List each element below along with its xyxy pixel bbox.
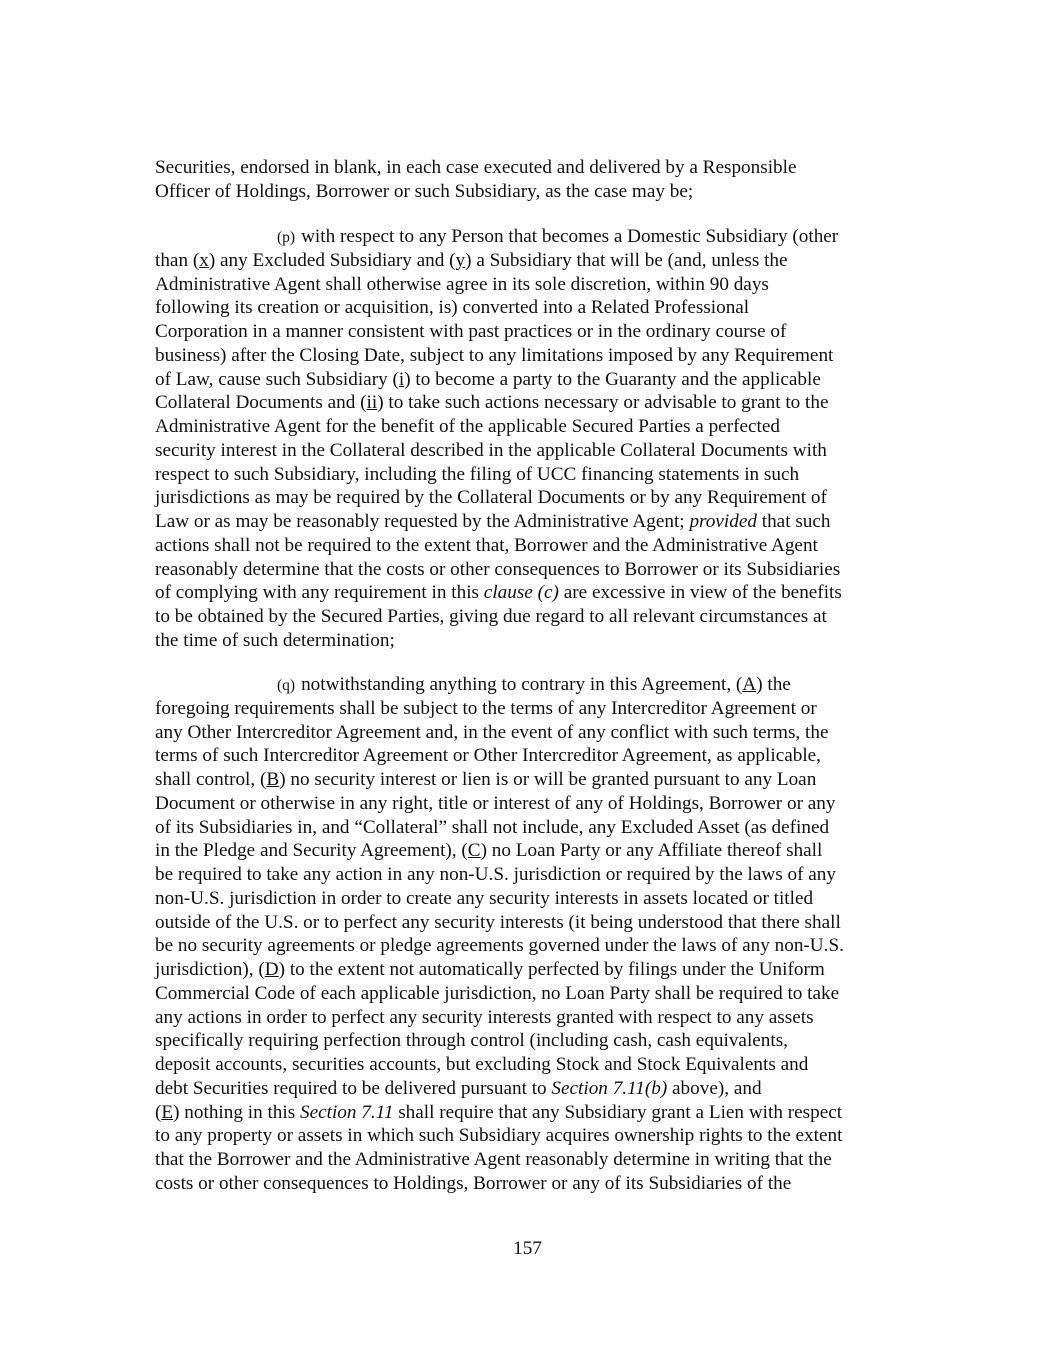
- text-line: [155, 887, 844, 911]
- text-segment: are excessive in view of the benefits: [558, 582, 842, 604]
- text-segment: ) the: [756, 674, 791, 695]
- text-line: [155, 558, 842, 582]
- underlined-reference: y: [455, 249, 466, 271]
- text-line: [155, 697, 844, 721]
- text-line: [155, 510, 842, 534]
- text-line: [155, 439, 842, 463]
- text-line: [155, 911, 844, 935]
- text-segment: Commercial Code of each applicable jurisdiction, no Loan Party shall be required to take: [155, 982, 840, 1004]
- text-segment: any Other Intercreditor Agreement and, in the event of any conflict with such terms, the: [155, 721, 829, 743]
- text-segment: actions shall not be required to the extent that, Borrower and the Administrative Agent: [155, 534, 818, 556]
- underlined-reference: E: [161, 1101, 174, 1123]
- underlined-reference: x: [199, 249, 209, 271]
- clause-label: (p): [277, 229, 296, 246]
- text-line: [155, 839, 844, 863]
- text-segment: to any property or assets in which such Subsidiary acquires ownership rights to the extent: [155, 1125, 843, 1147]
- text-segment: outside of the U.S. or to perfect any security interests (it being understood that there shall: [155, 911, 841, 933]
- text-line: [155, 673, 844, 697]
- text-segment: Administrative Agent shall otherwise agree in its sole discretion, within 90 days: [155, 273, 769, 295]
- text-segment: respect to such Subsidiary, including the filing of UCC financing statements in such: [155, 463, 800, 485]
- text-segment: following its creation or acquisition, is) converted into a Related Professional: [155, 297, 750, 319]
- text-segment: above), and: [667, 1077, 762, 1099]
- text-line: [155, 1053, 844, 1077]
- text-line: [155, 1029, 844, 1053]
- text-line: [155, 768, 844, 792]
- text-segment: jurisdictions as may be required by the Collateral Documents or by any Requirement of: [155, 487, 827, 509]
- text-line: [155, 249, 842, 273]
- text-line: [155, 391, 842, 415]
- underlined-reference: B: [266, 769, 280, 790]
- italic-text: Section 7.11: [299, 1101, 394, 1123]
- text-segment: foregoing requirements shall be subject to the terms of any Intercreditor Agreement or: [155, 697, 817, 719]
- text-line: [155, 792, 844, 816]
- text-segment: Officer of Holdings, Borrower or such Subsidiary, as the case may be;: [155, 180, 694, 202]
- text-segment: ) no Loan Party or any Affiliate thereof shall: [480, 840, 823, 862]
- paragraph-p: [155, 225, 842, 653]
- text-segment: terms of such Intercreditor Agreement or Other Intercreditor Agreement, as applicable,: [155, 745, 821, 767]
- text-segment: ) any Excluded Subsidiary and (: [208, 249, 456, 271]
- underlined-reference: i: [398, 368, 405, 390]
- text-segment: security interest in the Collateral described in the applicable Collateral Documents with: [155, 439, 827, 461]
- text-segment: Corporation in a manner consistent with past practices or in the ordinary course of: [155, 321, 787, 342]
- text-line: [155, 1172, 844, 1196]
- text-line: [155, 721, 844, 745]
- text-segment: Document or otherwise in any right, title or interest of any of Holdings, Borrower or any: [155, 792, 836, 814]
- text-segment: ) nothing in this: [173, 1101, 300, 1123]
- text-line: [155, 958, 844, 982]
- text-line: [155, 1148, 844, 1172]
- text-segment: specifically requiring perfection through control (including cash, cash equivalents,: [155, 1030, 788, 1052]
- text-segment: jurisdiction), (: [155, 959, 265, 980]
- underlined-reference: A: [742, 674, 757, 695]
- text-line: [155, 1101, 844, 1125]
- italic-text: provided: [689, 511, 757, 532]
- text-segment: non-U.S. jurisdiction in order to create any security interests in assets located or titled: [155, 887, 814, 909]
- text-segment: to be obtained by the Secured Parties, giving due regard to all relevant circumstances at: [155, 606, 827, 627]
- text-line: [155, 463, 842, 487]
- text-line: [155, 629, 842, 653]
- text-segment: costs or other consequences to Holdings, Borrower or any of its Subsidiaries of the: [155, 1172, 792, 1194]
- text-segment: reasonably determine that the costs or other consequences to Borrower or its Subsidiaries: [155, 558, 841, 580]
- text-line: [155, 273, 842, 297]
- text-segment: ) to become a party to the Guaranty and the applicable: [404, 368, 821, 390]
- text-line: [155, 156, 797, 180]
- underlined-reference: ii: [366, 392, 378, 414]
- text-segment: deposit accounts, securities accounts, but excluding Stock and Stock Equivalents and: [155, 1054, 809, 1075]
- text-segment: in the Pledge and Security Agreement), (: [155, 840, 468, 862]
- text-segment: Collateral Documents and (: [155, 392, 367, 414]
- text-segment: the time of such determination;: [155, 629, 395, 651]
- text-segment: ) to take such actions necessary or advisable to grant to the: [377, 392, 829, 414]
- text-line: [155, 344, 842, 368]
- paragraph-q: [155, 673, 844, 1196]
- text-segment: be no security agreements or pledge agreements governed under the laws of any non-U.S.: [155, 935, 844, 957]
- text-segment: of its Subsidiaries in, and “Collateral” shall not include, any Excluded Asset (as defined: [155, 816, 830, 838]
- text-line: [155, 534, 842, 558]
- text-line: [155, 180, 797, 204]
- text-line: [155, 1124, 844, 1148]
- text-line: [155, 1077, 844, 1101]
- text-segment: ) a Subsidiary that will be (and, unless the: [465, 249, 788, 271]
- text-line: [155, 320, 842, 344]
- text-line: [155, 934, 844, 958]
- text-segment: shall control, (: [155, 769, 267, 790]
- text-line: [155, 415, 842, 439]
- page-number: 157: [513, 1238, 542, 1259]
- text-segment: Securities, endorsed in blank, in each case executed and delivered by a Responsible: [155, 157, 797, 178]
- text-line: [155, 1006, 844, 1030]
- text-line: [155, 816, 844, 840]
- text-segment: of Law, cause such Subsidiary (: [155, 368, 399, 390]
- text-segment: that the Borrower and the Administrative Agent reasonably determine in writing that the: [155, 1149, 832, 1170]
- clause-label: (q): [277, 677, 296, 694]
- underlined-reference: D: [264, 959, 279, 980]
- text-line: [155, 982, 844, 1006]
- text-segment: than (: [155, 249, 200, 271]
- text-segment: (: [155, 1101, 162, 1123]
- text-line: [155, 225, 842, 249]
- text-line: [155, 368, 842, 392]
- text-line: [155, 581, 842, 605]
- italic-text: clause (c): [483, 582, 559, 604]
- text-segment: any actions in order to perfect any security interests granted with respect to any assets: [155, 1006, 814, 1028]
- text-segment: with respect to any Person that becomes a Domestic Subsidiary (other: [301, 226, 839, 247]
- text-segment: Law or as may be reasonably requested by the Administrative Agent;: [155, 511, 690, 532]
- italic-text: Section 7.11(b): [551, 1077, 668, 1099]
- text-segment: ) to the extent not automatically perfected by filings under the Uniform: [278, 959, 825, 980]
- underlined-reference: C: [467, 840, 481, 862]
- text-segment: notwithstanding anything to contrary in this Agreement, (: [301, 674, 743, 695]
- text-line: [155, 863, 844, 887]
- text-segment: shall require that any Subsidiary grant a Lien with respect: [393, 1101, 843, 1123]
- text-segment: Administrative Agent for the benefit of the applicable Secured Parties a perfected: [155, 416, 780, 437]
- text-segment: that such: [756, 511, 831, 532]
- text-segment: business) after the Closing Date, subject to any limitations imposed by any Requirement: [155, 344, 834, 366]
- text-line: [155, 296, 842, 320]
- text-line: [155, 486, 842, 510]
- text-segment: ) no security interest or lien is or will be granted pursuant to any Loan: [279, 769, 817, 790]
- text-segment: of complying with any requirement in this: [155, 582, 484, 604]
- text-segment: be required to take any action in any non-U.S. jurisdiction or required by the laws of any: [155, 864, 836, 885]
- paragraph-continuation: [155, 156, 797, 204]
- text-segment: debt Securities required to be delivered pursuant to: [155, 1077, 552, 1099]
- text-line: [155, 605, 842, 629]
- text-line: [155, 744, 844, 768]
